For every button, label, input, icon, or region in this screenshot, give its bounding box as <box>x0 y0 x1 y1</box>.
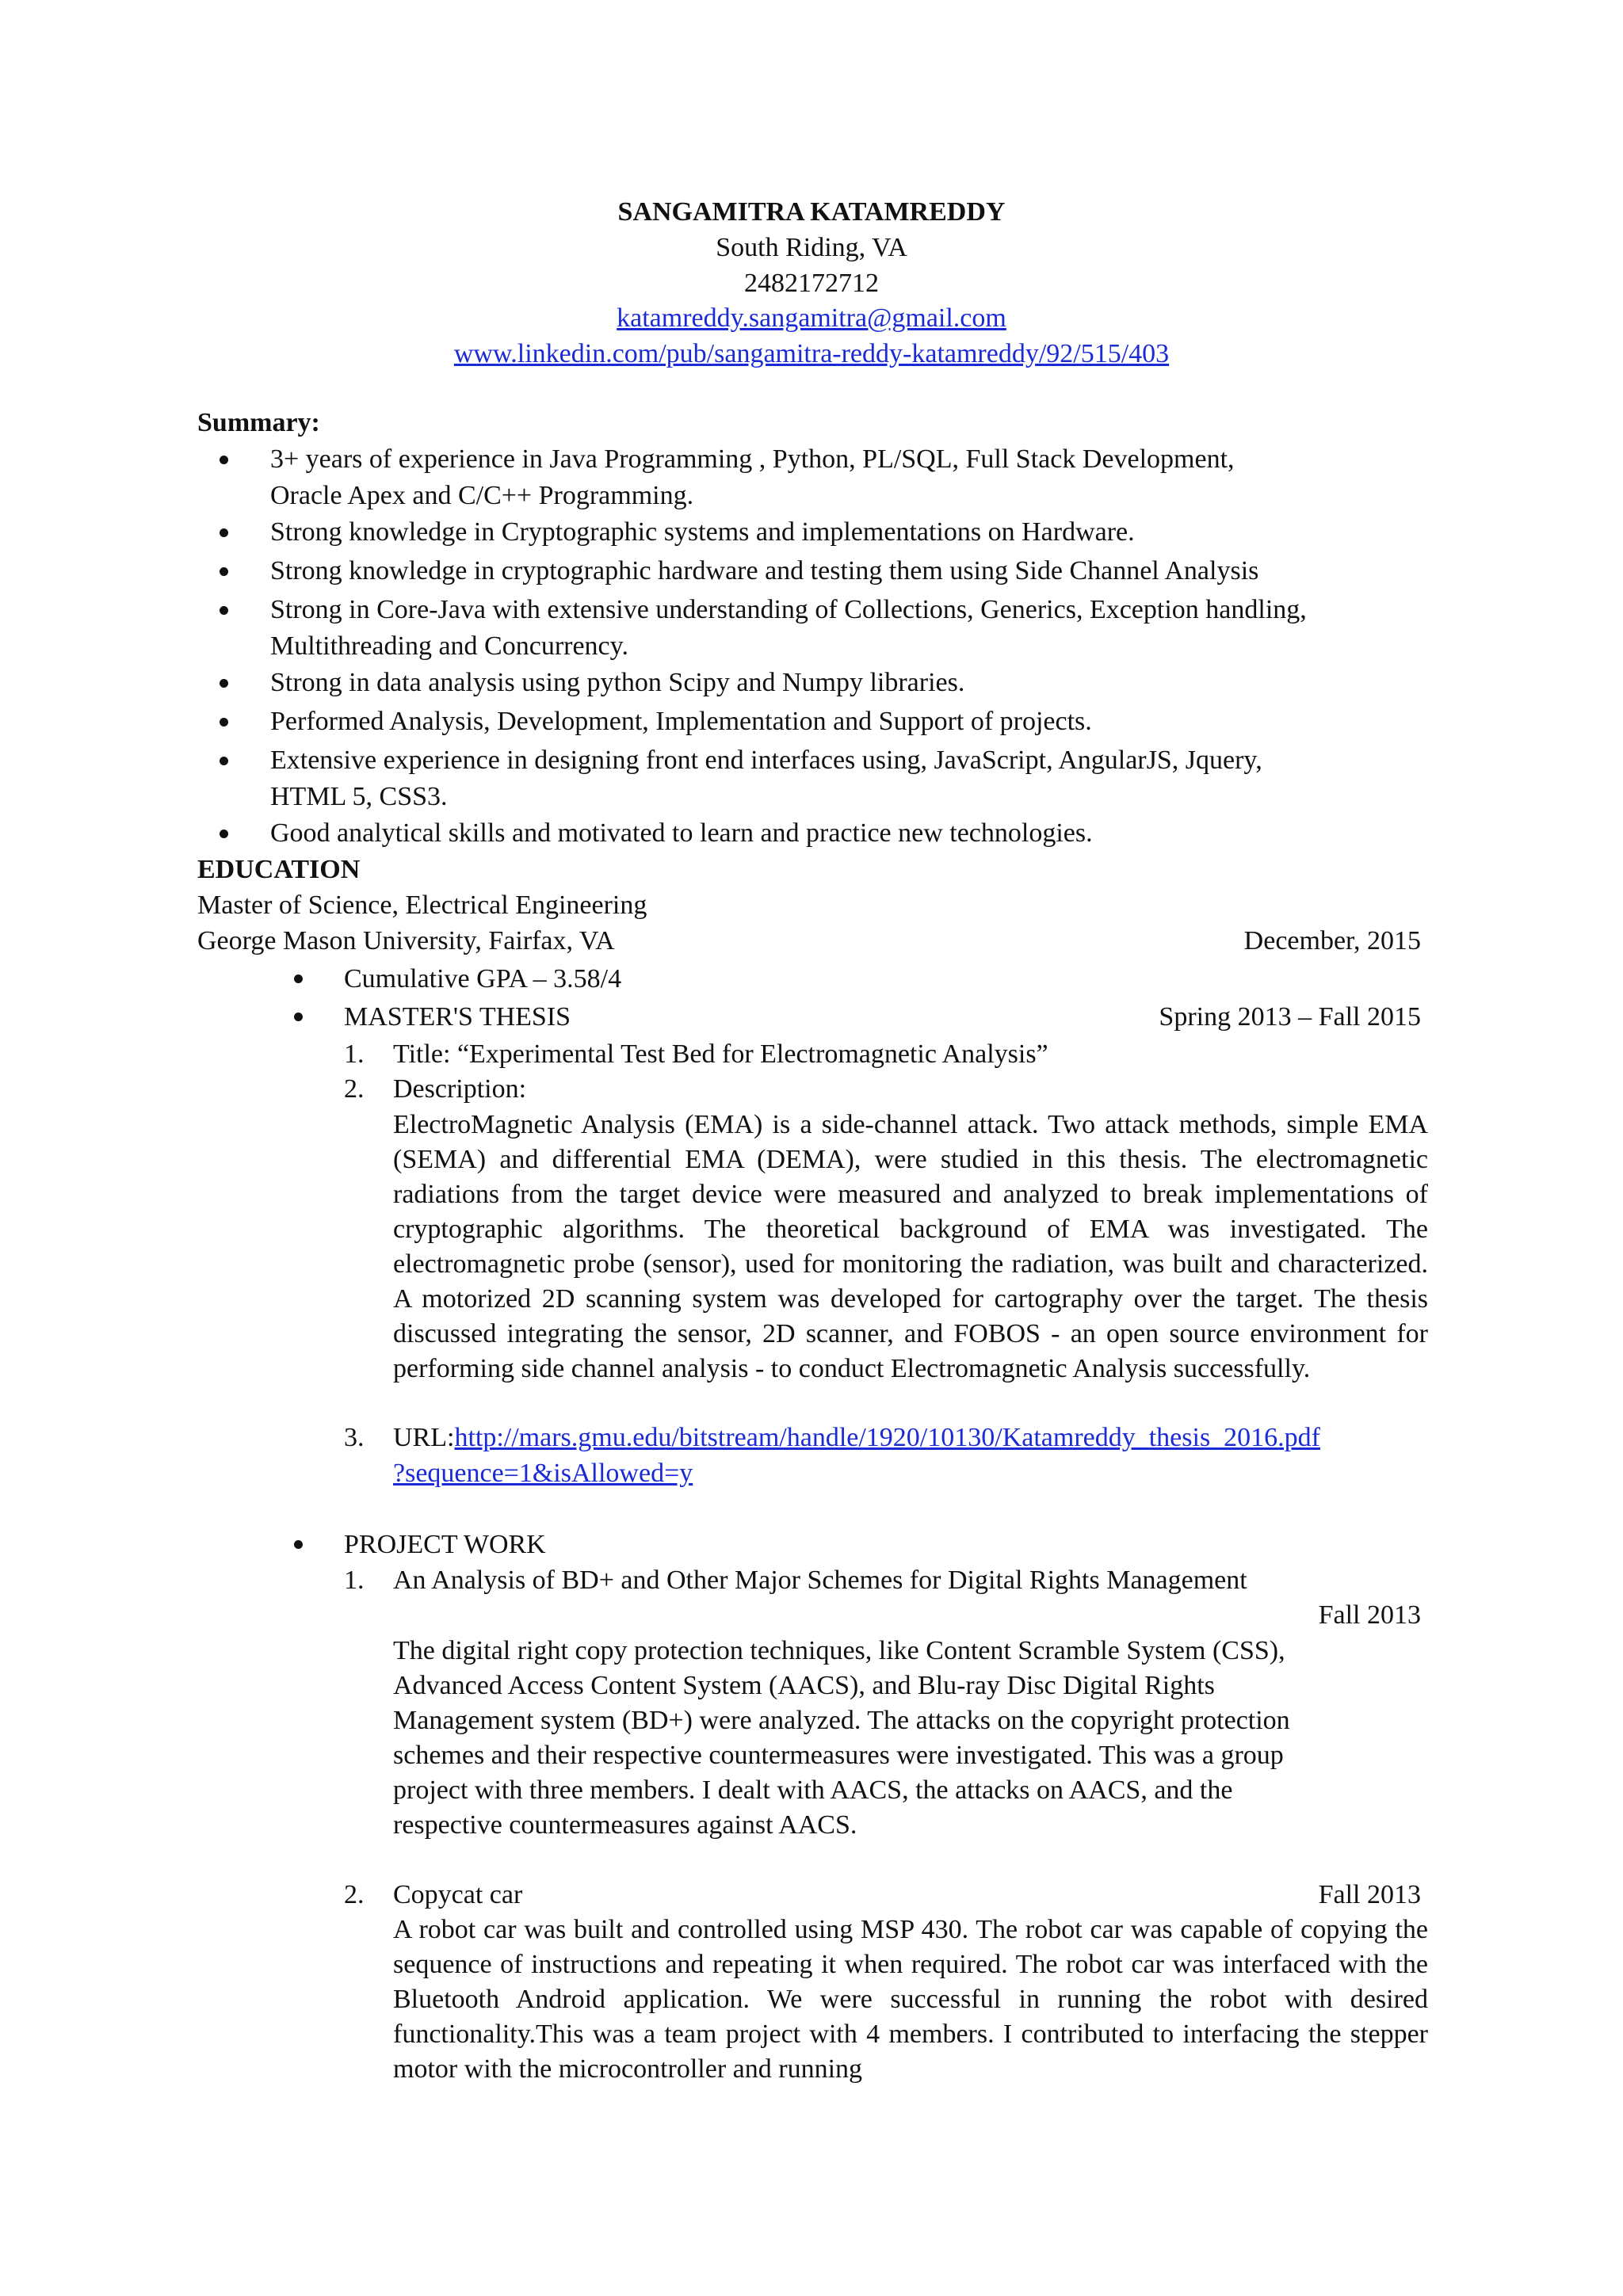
bullet-icon <box>294 1540 303 1549</box>
summary-item-text: Performed Analysis, Development, Implementation and Support of projects. <box>270 707 1092 736</box>
thesis-label: MASTER'S THESIS <box>344 1002 571 1032</box>
project-description-line: project with three members. I dealt with AACS, the attacks on AACS, and the <box>393 1775 1233 1805</box>
summary-item-text: Multithreading and Concurrency. <box>270 631 628 661</box>
project-description-line: schemes and their respective countermeasures were investigated. This was a group <box>393 1741 1284 1770</box>
university: George Mason University, Fairfax, VA <box>197 926 615 955</box>
list-number: 2. <box>344 1074 365 1104</box>
thesis-url-label: URL: <box>393 1423 455 1452</box>
thesis-description-label: Description: <box>393 1074 527 1104</box>
thesis-url-link[interactable]: http://mars.gmu.edu/bitstream/handle/1920/10130/Katamreddy_thesis_2016.pdf <box>454 1423 1321 1452</box>
list-number: 1. <box>344 1566 365 1595</box>
bullet-icon <box>294 1013 303 1021</box>
thesis-title: Title: “Experimental Test Bed for Electromagnetic Analysis” <box>393 1039 1048 1069</box>
summary-item-text: Extensive experience in designing front end interfaces using, JavaScript, AngularJS, Jquery, <box>270 746 1262 775</box>
thesis-description: ElectroMagnetic Analysis (EMA) is a side-channel attack. Two attack methods, simple EMA (SEMA) and differential EMA (DEMA), were studied in this thesis. The electromagnetic radiations from the target device were measured and analyzed to break implementations of cryptographic algorithms. The theoretical background of EMA was investigated. The electromagnetic probe (sensor), used for monitoring the radiation, was built and characterized. A motorized 2D scanning system was developed for cartography over the target. The thesis discussed integrating the sensor, 2D scanner, and FOBOS - an open source environment for performing side channel analysis - to conduct Electromagnetic Analysis successfully. <box>393 1110 1428 1383</box>
thesis-dates: Spring 2013 – Fall 2015 <box>1159 1002 1421 1032</box>
gpa: Cumulative GPA – 3.58/4 <box>344 964 622 994</box>
summary-item-text: Oracle Apex and C/C++ Programming. <box>270 481 694 510</box>
summary-item-text: Strong in data analysis using python Scipy and Numpy libraries. <box>270 668 965 697</box>
bullet-icon <box>220 606 228 615</box>
degree: Master of Science, Electrical Engineering <box>197 891 647 920</box>
bullet-icon <box>220 718 228 727</box>
candidate-name: SANGAMITRA KATAMREDDY <box>617 197 1006 227</box>
project-description: A robot car was built and controlled using MSP 430. The robot car was capable of copying the sequence of instructions and repeating it when required. The robot car was interfaced with the Bluetooth Android application. We were successful in running the robot with desired functionality.This was a team project with 4 members. I contributed to interfacing the stepper motor with the microcontroller and running <box>393 1915 1428 2084</box>
summary-item-text: Strong knowledge in cryptographic hardware and testing them using Side Channel Analysis <box>270 556 1259 585</box>
bullet-icon <box>220 528 228 537</box>
thesis-url-link-continued[interactable]: ?sequence=1&isAllowed=y <box>393 1459 693 1488</box>
list-number: 2. <box>344 1880 365 1909</box>
summary-heading: Summary: <box>197 408 320 437</box>
summary-item-text: 3+ years of experience in Java Programming , Python, PL/SQL, Full Stack Development, <box>270 444 1235 474</box>
location: South Riding, VA <box>716 233 907 262</box>
project-description-line: respective countermeasures against AACS. <box>393 1810 857 1840</box>
list-number: 3. <box>344 1423 365 1452</box>
linkedin-link[interactable]: www.linkedin.com/pub/sangamitra-reddy-katamreddy/92/515/403 <box>453 339 1170 368</box>
graduation-date: December, 2015 <box>1243 926 1421 955</box>
project-date: Fall 2013 <box>1318 1880 1421 1909</box>
phone: 2482172712 <box>744 269 879 298</box>
bullet-icon <box>220 567 228 576</box>
project-work-label: PROJECT WORK <box>344 1530 546 1559</box>
bullet-icon <box>294 974 303 983</box>
email-link[interactable]: katamreddy.sangamitra@gmail.com <box>617 303 1006 333</box>
project-date: Fall 2013 <box>1318 1600 1421 1630</box>
project-description-line: Advanced Access Content System (AACS), and Blu-ray Disc Digital Rights <box>393 1671 1215 1700</box>
list-number: 1. <box>344 1039 365 1069</box>
project-title: Copycat car <box>393 1880 523 1909</box>
bullet-icon <box>220 456 228 464</box>
bullet-icon <box>220 757 228 765</box>
education-heading: EDUCATION <box>197 855 361 884</box>
summary-item-text: HTML 5, CSS3. <box>270 782 448 811</box>
summary-item-text: Good analytical skills and motivated to learn and practice new technologies. <box>270 818 1093 848</box>
project-description-line: Management system (BD+) were analyzed. The attacks on the copyright protection <box>393 1706 1290 1735</box>
summary-item-text: Strong knowledge in Cryptographic systems and implementations on Hardware. <box>270 517 1135 547</box>
bullet-icon <box>220 679 228 688</box>
summary-item-text: Strong in Core-Java with extensive understanding of Collections, Generics, Exception handling, <box>270 595 1307 624</box>
project-description-line: The digital right copy protection techniques, like Content Scramble System (CSS), <box>393 1636 1285 1665</box>
bullet-icon <box>220 830 228 838</box>
project-title: An Analysis of BD+ and Other Major Schemes for Digital Rights Management <box>393 1566 1247 1595</box>
